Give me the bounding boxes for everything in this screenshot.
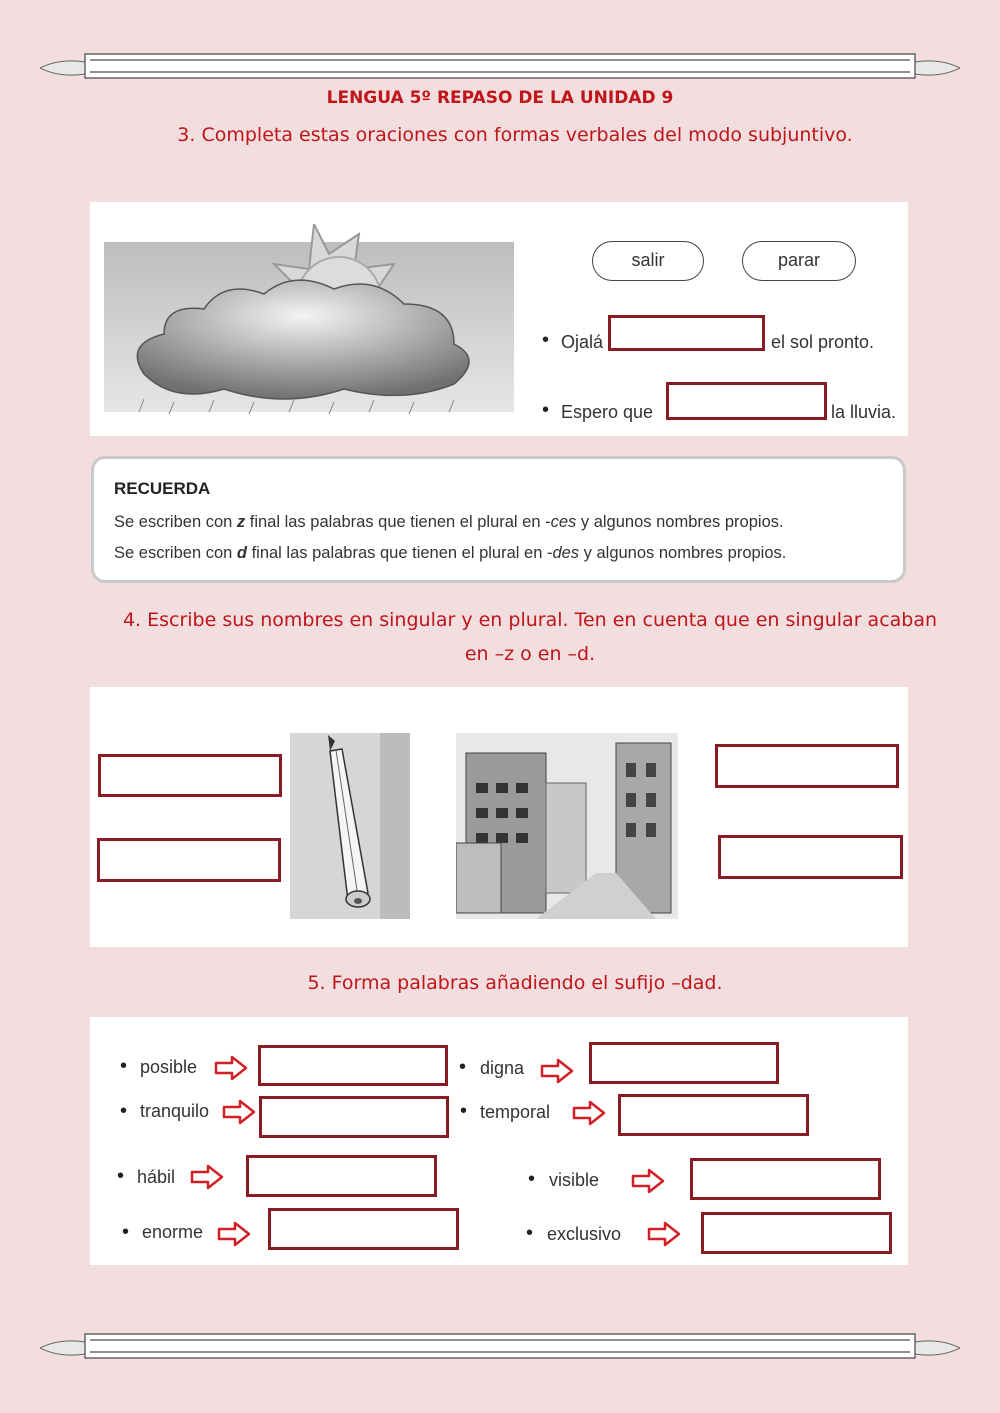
option-salir[interactable]: salir (592, 241, 704, 281)
pencil-image (290, 733, 410, 919)
bullet: • (120, 1100, 128, 1122)
bullet: • (120, 1055, 128, 1077)
text: y algunos nombres propios. (579, 544, 787, 562)
exercise-5-instruction: 5. Forma palabras añadiendo el sufijo –dad. (307, 972, 723, 994)
exercise-4-instruction-line-2: en –z o en –d. (464, 643, 596, 665)
text: z (236, 513, 246, 531)
page-title: LENGUA 5º REPASO DE LA UNIDAD 9 (326, 88, 674, 108)
arrow-right-icon (540, 1058, 574, 1084)
bullet: • (526, 1222, 534, 1244)
bullet: • (528, 1168, 536, 1190)
text: ces (550, 513, 577, 531)
sentence-1-start: Ojalá (561, 332, 604, 352)
text: final las palabras que tienen el plural en - (247, 544, 553, 562)
cloud-sun-rain-image (104, 224, 524, 416)
posible-input[interactable] (258, 1045, 448, 1086)
text: des (552, 544, 580, 562)
sentence-1-input[interactable] (608, 315, 765, 351)
exercise-3-instruction: 3. Completa estas oraciones con formas verbales del modo subjuntivo. (177, 124, 853, 146)
recuerda-line-2 (114, 544, 786, 563)
digna-input[interactable] (589, 1042, 779, 1084)
text: y algunos nombres propios. (576, 513, 784, 531)
word-exclusivo: exclusivo (547, 1224, 622, 1244)
word-habil: hábil (137, 1167, 176, 1187)
arrow-right-icon (214, 1055, 248, 1081)
exercise-5-panel (90, 1017, 908, 1265)
arrow-right-icon (631, 1168, 665, 1194)
bottom-scroll-ornament (40, 1330, 960, 1364)
pencil-plural-input[interactable] (97, 838, 281, 882)
text: final las palabras que tienen el plural en - (245, 513, 551, 531)
text: d (236, 544, 247, 562)
sentence-2-input[interactable] (666, 382, 827, 420)
city-image (456, 733, 678, 919)
habil-input[interactable] (246, 1155, 437, 1197)
bullet: • (542, 399, 550, 421)
sentence-2-end: la lluvia. (831, 402, 897, 422)
arrow-right-icon (572, 1100, 606, 1126)
sentence-2-start: Espero que (561, 402, 654, 422)
exercise-4-panel (90, 687, 908, 947)
bullet: • (117, 1165, 125, 1187)
word-visible: visible (549, 1170, 600, 1190)
city-singular-input[interactable] (715, 744, 899, 788)
word-enorme: enorme (142, 1222, 204, 1242)
temporal-input[interactable] (618, 1094, 809, 1136)
tranquilo-input[interactable] (259, 1096, 449, 1138)
exclusivo-input[interactable] (701, 1212, 892, 1254)
exercise-3-panel (90, 202, 908, 436)
word-digna: digna (480, 1058, 525, 1078)
text: Se escriben con (114, 544, 237, 562)
text: Se escriben con (114, 513, 237, 531)
bullet: • (542, 329, 550, 351)
visible-input[interactable] (690, 1158, 881, 1200)
city-plural-input[interactable] (718, 835, 903, 879)
bullet: • (459, 1056, 467, 1078)
pencil-singular-input[interactable] (98, 754, 282, 797)
recuerda-line-1 (114, 513, 784, 532)
arrow-right-icon (217, 1221, 251, 1247)
top-scroll-ornament (40, 50, 960, 84)
word-posible: posible (140, 1057, 198, 1077)
arrow-right-icon (222, 1099, 256, 1125)
bullet: • (122, 1221, 130, 1243)
recuerda-title: RECUERDA (114, 479, 211, 498)
enorme-input[interactable] (268, 1208, 459, 1250)
arrow-right-icon (190, 1164, 224, 1190)
exercise-4-instruction-line-1: 4. Escribe sus nombres en singular y en plural. Ten en cuenta que en singular acaban (122, 609, 938, 631)
bullet: • (460, 1100, 468, 1122)
word-tranquilo: tranquilo (140, 1101, 210, 1121)
sentence-1-end: el sol pronto. (771, 332, 875, 352)
option-parar[interactable]: parar (742, 241, 856, 281)
recuerda-box (91, 456, 906, 583)
arrow-right-icon (647, 1221, 681, 1247)
word-temporal: temporal (480, 1102, 551, 1122)
